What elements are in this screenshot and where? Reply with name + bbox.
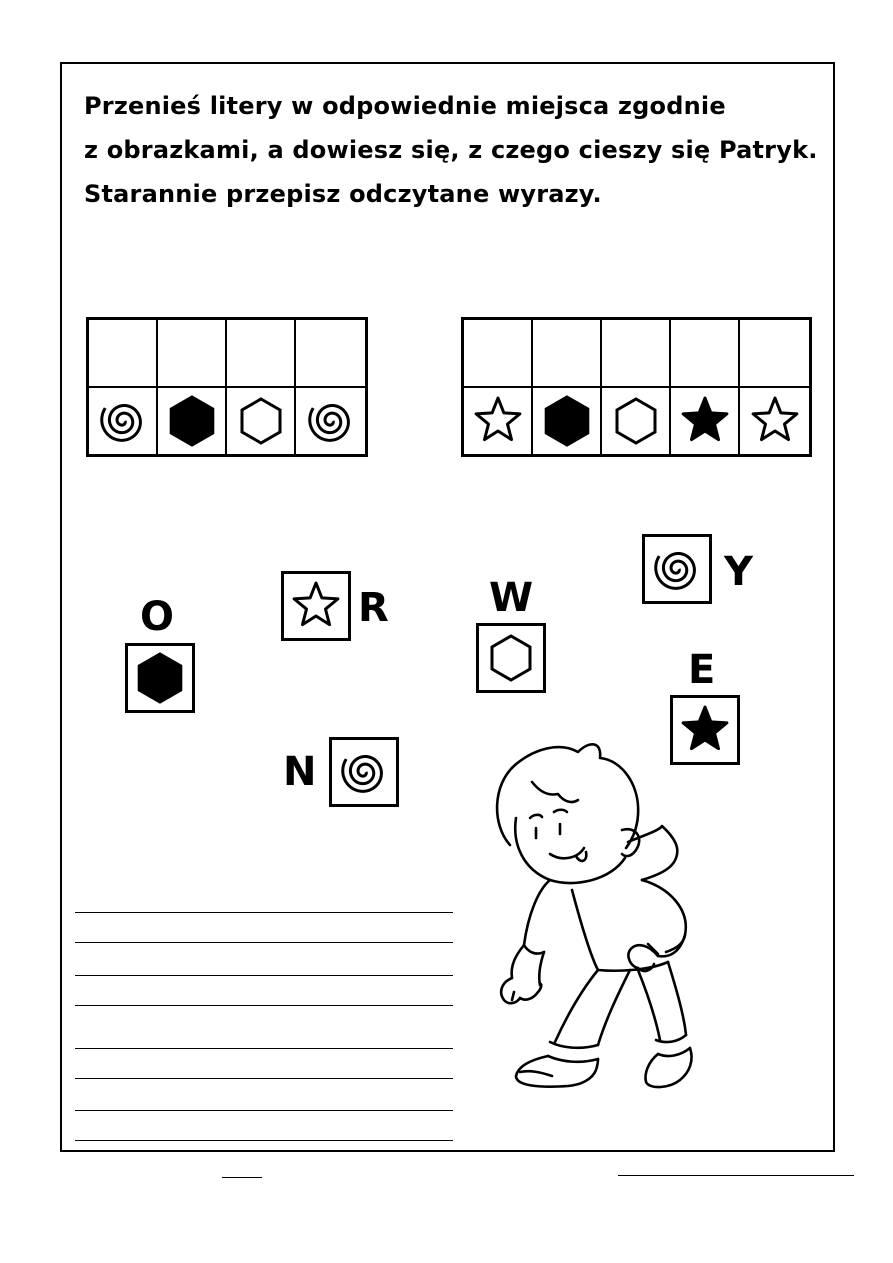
- key-box-w: [476, 623, 546, 693]
- instructions: [84, 84, 844, 216]
- page-frame: [60, 62, 835, 1152]
- answer-cell[interactable]: [158, 320, 227, 386]
- key-letter-n[interactable]: N: [283, 749, 317, 795]
- word-grid-2: [461, 317, 812, 457]
- key-letter-o[interactable]: O: [140, 594, 175, 640]
- answer-cell[interactable]: [464, 320, 533, 386]
- writing-line[interactable]: [75, 1078, 453, 1079]
- star-filled-icon: [671, 388, 740, 454]
- answer-cell[interactable]: [533, 320, 602, 386]
- key-letter-w[interactable]: W: [489, 575, 534, 621]
- spiral-open-icon: [89, 388, 158, 454]
- instruction-line-2: z obrazkami, a dowiesz się, z czego cieszy się Patryk.: [84, 136, 818, 164]
- spiral-boxed-icon: [296, 388, 365, 454]
- key-letter-y[interactable]: Y: [724, 549, 753, 595]
- writing-line[interactable]: [75, 942, 453, 943]
- hexagon-filled-icon: [158, 388, 227, 454]
- star-outline-icon: [464, 388, 533, 454]
- hexagon-outline-icon: [602, 388, 671, 454]
- answer-cell[interactable]: [671, 320, 740, 386]
- instruction-line-3: Starannie przepisz odczytane wyrazy.: [84, 180, 602, 208]
- key-letter-r[interactable]: R: [358, 585, 389, 631]
- scan-mark: [618, 1175, 854, 1176]
- key-box-r: [281, 571, 351, 641]
- answer-cell[interactable]: [296, 320, 365, 386]
- key-box-y: [642, 534, 712, 604]
- writing-line[interactable]: [75, 1005, 453, 1006]
- key-box-o: [125, 643, 195, 713]
- instruction-line-1: Przenieś litery w odpowiednie miejsca zgodnie: [84, 92, 726, 120]
- word-grid-1: [86, 317, 368, 457]
- key-letter-e[interactable]: E: [688, 647, 716, 693]
- hexagon-filled-icon: [533, 388, 602, 454]
- answer-cell[interactable]: [227, 320, 296, 386]
- writing-line[interactable]: [75, 975, 453, 976]
- key-box-n: [329, 737, 399, 807]
- answer-cell[interactable]: [89, 320, 158, 386]
- writing-line[interactable]: [75, 1048, 453, 1049]
- hexagon-outline-icon: [483, 630, 539, 686]
- hexagon-outline-icon: [227, 388, 296, 454]
- spiral-boxed-icon: [649, 541, 705, 597]
- writing-line[interactable]: [75, 912, 453, 913]
- star-outline-icon: [740, 388, 809, 454]
- writing-line[interactable]: [75, 1140, 453, 1141]
- answer-cell[interactable]: [602, 320, 671, 386]
- hexagon-filled-icon: [132, 650, 188, 706]
- writing-line[interactable]: [75, 1110, 453, 1111]
- star-outline-icon: [288, 578, 344, 634]
- spiral-open-icon: [336, 744, 392, 800]
- boy-patryk-icon: [480, 730, 710, 1100]
- answer-cell[interactable]: [740, 320, 809, 386]
- scan-mark: [222, 1177, 262, 1178]
